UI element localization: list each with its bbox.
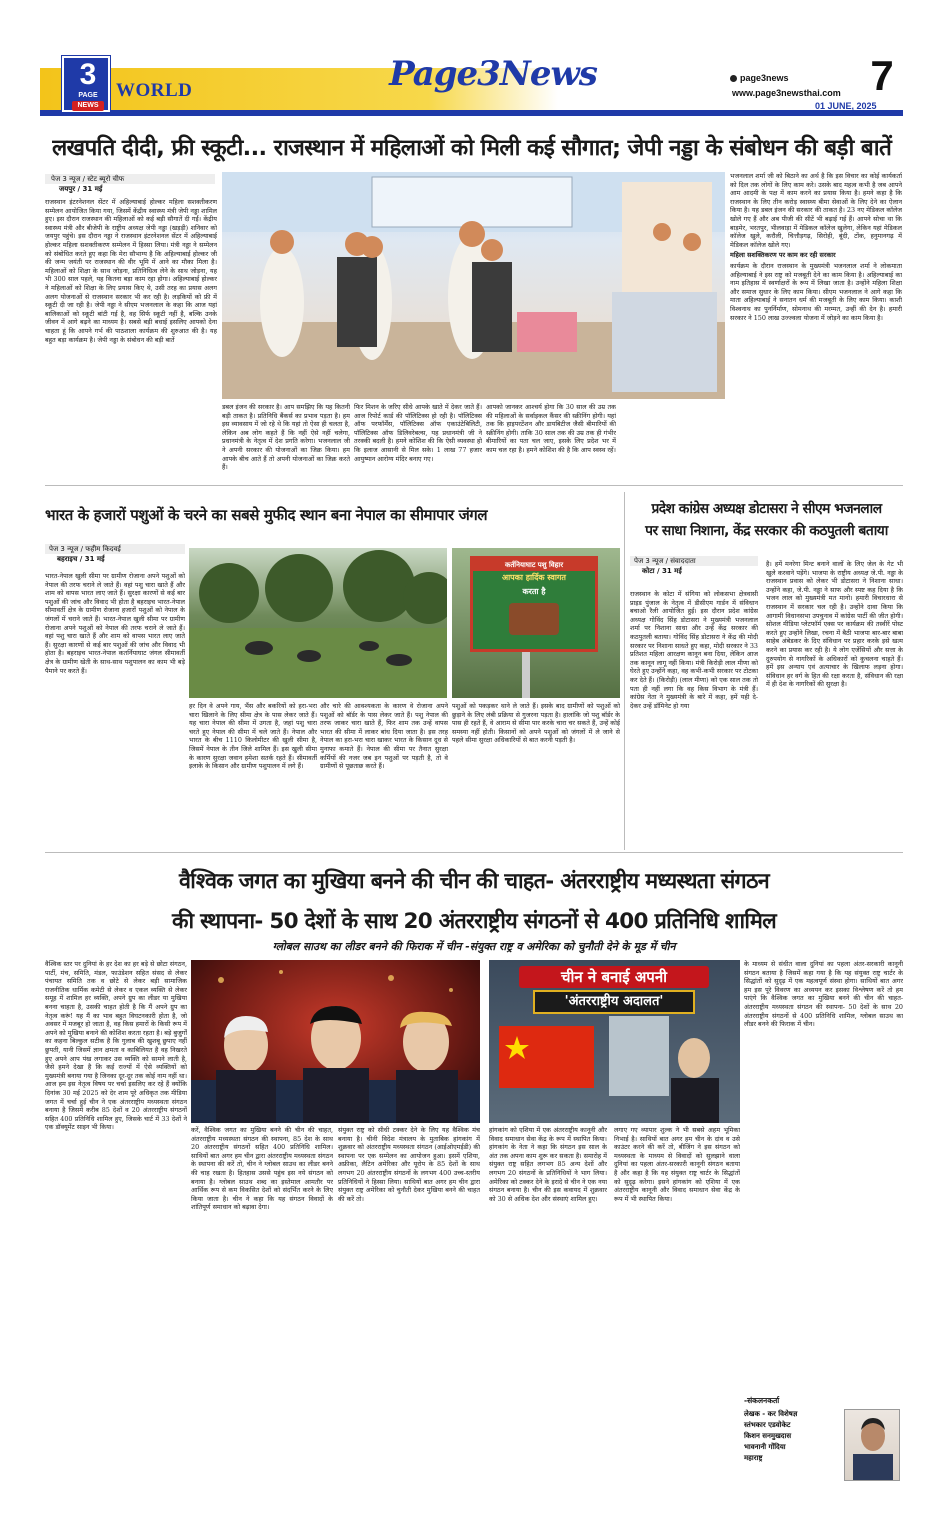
author-box [744, 1395, 903, 1510]
sign-post [522, 652, 530, 698]
headline-line-1: वैश्विक जगत का मुखिया बनने की चीन की चाहत- अंतरराष्ट्रीय मध्यस्थता संगठन [179, 869, 769, 894]
story2-column-2: हर दिन वे अपने गाय, भैंस और बकरियों को हरा-भरा चारा खिलाने के लिए सीमा क्षेत्र के पास लेकर जाते हैं। यह चारा नेपाल की सीमा में उगता है, जहां पशु चारा चरते हुए नेपाल की सीमा में चले जाते हैं। नेपाल और भारत के बीच 1110 किलोमीटर की खुली सीमा है, जिसमें नेपाल के तीन जिले शामिल हैं। इस खुली सीमा के कारण सुरक्षा जवान हमेशा सतर्क रहते हैं। सीमावर्ती इलाके के किसान और ग्रामीण पशुपालन में लगे हैं। [189, 702, 317, 771]
author-label: -संकलनकर्ता [744, 1396, 780, 1405]
vertical-divider [624, 492, 625, 850]
column-5-text: भजनलाल शर्मा जी को बिठाने का अर्थ है कि इस विचार का कोई कार्यकर्ता को दिल तक लोगों के लिए काम करे। उसके बाद महत्व कभी है जब आपने आम आदमी के पक्ष में काम करने का प्रयास किया है। हमने कहा है कि राजस्थान के लिए तीन करोड़ स्वास्थ्य बीमा सेवाओं के लिए देने का ऐलान किया है। यह डबल इंजन की सरकार की ताकत है। 23 नए मेडिकल कॉलेज खोले गए हैं और अब पीजी की सीटें भी बढ़ाई गई हैं। आपने सोचा था कि बाड़मेर, भरतपुर, भीलवाड़ा में मेडिकल कॉलेज खुलेगा, लेकिन यहां मेडिकल कॉलेज खुले, करौली, चित्तौड़गढ़, सिरोही, बूंदी, टोंक, हनुमानगढ़ में मेडिकल कॉलेज खोले गए। [730, 172, 902, 249]
story2-column-4: पशुओं को पकड़कर थाने ले जाते हैं। इसके बाद ग्रामीणों को पशुओं को छुड़ाने के लिए लंबी प्रक्रिया से गुजरना पड़ता है। हालांकि जो पशु बॉर्डर के पास ही रहते हैं, वे आराम से सीमा पार करके चारा चर सकते हैं, उन्हें कोई समस्या नहीं होती। किसानों को अपने पशुओं को जंगलों में ले जाने से पहले सीमा सुरक्षा अधिकारियों से बात करनी पड़ती है। [452, 702, 620, 745]
story2-byline [45, 544, 185, 564]
byline-text: पेज 3 न्यूज / संवाददाता [630, 556, 758, 566]
edition-date: 01 JUNE, 2025 [815, 101, 877, 111]
author-line-2: स्तंभकार एडवोकेट [744, 1421, 791, 1429]
dateline: जयपुर / 31 मई [59, 185, 103, 193]
divider-2 [45, 852, 903, 853]
story3-headline[interactable] [630, 498, 903, 542]
sign-line-3: करता है [522, 587, 546, 596]
author-line-1: लेखक - कर विशेषज्ञ [744, 1410, 798, 1418]
newspaper-title[interactable]: Page3News [389, 54, 597, 94]
story2-cattle-photo [189, 548, 447, 698]
story4-column-1: वैश्विक स्तर पर दुनियां के हर देश का हर बड़े से छोटा संगठन, पार्टी, मंच, समिति, मंडल, फाउंडेशन सहित संसद से लेकर पंचायत समिति तक व छोटे से लेकर बड़ी सामाजिक राजनीतिक धार्मिक कमेटी से लेकर व एकल व्यक्ति से लेकर समूह में शामिल हर व्यक्ति, अपने ग्रुप का लीडर या मुखिया बनना चाहता है, उसकी चाहत होती है कि मैं अपने ग्रुप का नेतृत्व करूं! यह मैं का भाव बहुत विघटनकारी होता है, जो अवसर में मजबूर हो जाता है, वह किस हमारों के किसी रूप में अपने को मुखिया बनाने की कोशिश करता रहता है। बड़े बुजुर्गों का कहना बिल्कुल सटीक है कि गुलाब की खुशबू छुपाए नहीं छुपती, यानी जिसमें ज्ञान क्षमता व काबिलियत है वह निखरते हुए अपने आप पंख लगाकर उस व्यक्ति को सामने लाती है, जैसे हमने देखा है कि कई राज्यों में ऐसे व्यक्तियों को मुख्यमंत्री बनाया गया है जिनका दूर-दूर तक कोई नाम नहीं था। आज हम इस नेतृत्व विषय पर चर्चा इसलिए कर रहे हैं क्योंकि दिनांक 30 मई 2025 को देर शाम पूरे अधिकृत तक मीडिया जगत में चर्चा हुई चीन ने एक अंतरराष्ट्रीय मध्यस्थता संगठन बनाया है जिसमें करीब 85 देशों व 20 अंतरराष्ट्रीय संगठनों सहित 400 प्रतिनिधि शामिल हुए, जिसके चार्ट में 33 देशों ने एक डॉक्यूमेंट साइन भी किया। [45, 960, 187, 1132]
sign-line-1: कर्तनियाघाट पशु विहार [473, 559, 595, 571]
dateline: कोटा / 31 मई [642, 567, 682, 575]
headline-line-2: पर साधा निशाना, केंद्र सरकार की कठपुतली बताया [645, 523, 888, 539]
page3-logo[interactable] [62, 56, 110, 112]
social-handle[interactable] [730, 72, 789, 84]
story1-byline [45, 174, 215, 194]
author-line-5: महाराष्ट्र [744, 1454, 763, 1462]
graphic-title-line-1: चीन ने बनाई अपनी [519, 966, 709, 988]
handle-text: page3news [740, 73, 789, 83]
story1-column-5 [730, 172, 902, 480]
story3-column-2: है। हमें मनरेगा मिन्ट बनाने वालों के लिए जेल के गेट भी खुले करवाने पड़ेंगे। भाजपा के राष्ट्रीय अध्यक्ष जे.पी. नड्डा के राजस्थान प्रवास को लेकर भी डोटासरा ने निशाना साधा। उन्होंने कहा, जे.पी. नड्डा ने साफ और स्पष्ट कह दिया है कि भजन लाल को मुख्यमंत्री मत मानो। हमारी विचारधारा से राजस्थान में सरकार चल रही है। उन्होंने दावा किया कि आगामी विधानसभा उपचुनाव में कांग्रेस पार्टी की जीत होगी। सोशल मीडिया प्लेटफॉर्म एक्स पर कार्यक्रम की तस्वीरें पोस्ट करते हुए उन्होंने लिखा, रचना में बैठी भाजपा बार-बार बाबा साहेब अंबेडकर के दिए संविधान पर प्रहार करके इसे खत्म करने का प्रयास कर रही है। ये लोग एजेंसियों और सत्ता के दुरुपयोग से नागरिकों के अधिकारों को कुचलना चाहते हैं। हमें इस अन्याय एवं अत्याचार के खिलाफ लड़ना होगा। संविधान हर वर्ग के हित की रक्षा करता है, संविधान की रक्षा में ही देश के नागरिकों की सुरक्षा है। [766, 560, 903, 689]
dateline: बहराइच / 31 मई [57, 555, 105, 563]
byline-text: पेज 3 न्यूज / स्टेट ब्यूरो चीफ [45, 174, 215, 184]
social-dot-icon [730, 75, 737, 82]
byline-text: पेज 3 न्यूज / फहीम किदवई [45, 544, 185, 554]
story1-event-photo [222, 172, 725, 399]
sign-emblem [509, 603, 559, 635]
event-stage-illustration [222, 172, 725, 399]
story4-headline[interactable] [45, 862, 903, 942]
story1-column-4: आपको जानकर आश्चर्य होगा कि 30 साल की उम्र तक की महिलाओं के सर्वाइकल कैंसर की स्क्रीनिंग होगी। यहां तक कि हाइपरटेंशन और डायबिटीज जैसी बीमारियों की स्क्रीनिंग होगी। ताकि 30 साल तक की उम्र तक ही गंभीर बीमारियों का पता चल जाए, इसके लिए प्रदेश भर में काम चल रहा है। हमने कोशिश की है कि आप स्वस्थ रहें। [486, 403, 616, 454]
graphic-title-line-2: 'अंतरराष्ट्रीय अदालत' [533, 990, 695, 1014]
column-5b-text: कार्यक्रम के दौरान राजस्थान के मुख्यमंत्री भजनलाल शर्मा ने लोकमाता अहिल्याबाई ने इस राष्ट्र को मजबूती देने का काम किया है। अहिल्याबाई का नाम इतिहास में स्वर्णाक्षरों के रूप में लिखा जाता है। उन्होंने महिला शिक्षा और समाज सुधार के लिए काम किया। सीएम भजनलाल ने आगे कहा कि माता अहिल्याबाई ने सनातन धर्म की मजबूती के लिए काम किया। काशी विश्वनाथ का पुनर्निर्माण, सोमनाथ की मरम्मत, उन्हीं की देन है। हमारी सरकार ने 150 लाख उज्ज्वला योजना में जोड़ने का काम किया है। [730, 261, 902, 322]
story1-subhead: महिला सशक्तिकरण पर काम कर रही सरकार [730, 251, 836, 260]
story1-column-2: डबल इंजन की सरकार है। आप समझिए कि यह कितनी बड़ी ताकत है। प्रतिनिधि बैंकर्स का प्रभाव पड़ता है। हम इस व्यावसाय में जो रहे थे कि यहां तो ऐसा ही चलता है, लेकिन अब लोग कहते हैं कि नहीं ऐसे नहीं चलेगा, प्रधानमंत्री के नेतृत्व में देश प्रगति करेगा। भजनलाल जी ने अपनी सरकार की योजनाओं का जिक्र किया। हम आपके बीच आते हैं तो अपनी योजनाओं का जिक्र करते हैं। [222, 403, 350, 472]
author-details [744, 1409, 839, 1464]
author-line-3: किशन सनमुखदास [744, 1432, 792, 1440]
sign-line-2: आपका हार्दिक स्वागत [502, 573, 566, 582]
story2-column-1: भारत-नेपाल खुली सीमा पर ग्रामीण रोजाना अपने पशुओं को नेपाल की तरफ चराने ले जाते हैं। वहां पशु चारा खाते हैं और शाम को वापस भारत लाए जाते हैं। सुरक्षा कारणों से कई बार पशुओं की जांच और विवाद भी होता है बहराइच भारत-नेपाल सीमावर्ती क्षेत्र के ग्रामीण रोजाना हजारों पशुओं को नेपाल के जंगलों में चराने जाते हैं। भारत-नेपाल खुली सीमा पर ग्रामीण रोजाना अपने पशुओं को नेपाल की तरफ चराने ले जाते हैं। वहां पशु चारा खाते हैं और शाम को वापस भारत लाए जाते हैं। सुरक्षा कारणों से कई बार पशुओं की जांच और विवाद भी होता है। बहराइच भारत-नेपाल कतर्नियाघाट जंगल सीमावर्ती क्षेत्र के ग्रामीण खेती के साथ-साथ पशुपालन का काम भी बड़े पैमाने पर करते हैं। [45, 572, 185, 675]
story4-column-2: करें, वैश्विक जगत का मुखिया बनने की चीन की चाहत, अंतरराष्ट्रीय मध्यस्थता संगठन की स्थापना, 85 देश के साथ 20 अंतरराष्ट्रीय संगठनों सहित 400 प्रतिनिधि शामिल। साथियों बात अगर हम चीन द्वारा अंतरराष्ट्रीय मध्यस्थता संगठन के स्थापना की करें तो, चीन ने ग्लोबल साउथ का लीडर बनने की चाह रखता है। हितहास उससे पहुंच इस नये संगठन को बनाया है। ग्लोबल साउथ शब्द का इस्तेमाल आमतौर पर आर्थिक रूप से कम विकसित देशों को संदर्भित करने के लिए किया जाता है। चीन ने कहा कि यह संगठन विवादों के शांतिपूर्ण समाधान को बढ़ावा देगा। [191, 1126, 333, 1212]
author-photo [844, 1409, 900, 1481]
story2-sign-photo [452, 548, 620, 698]
author-line-4: भावनानी गोंदिया [744, 1443, 786, 1451]
masthead [40, 42, 903, 120]
story4-subhead: ग्लोबल साउथ का लीडर बनने की फिराक में चीन -संयुक्त राष्ट्र व अमेरिका को चुनौती देने के मूड में चीन [272, 940, 676, 953]
masthead-blue-bar [40, 110, 903, 116]
section-label: WORLD [116, 80, 193, 101]
logo-news-tag: NEWS [72, 101, 104, 111]
story4-column-5: लगाए गए व्यापार शुल्क ने भी सबसे अहम भूमिका निभाई है। साथियों बात अगर हम चीन के दांव व उसे काउंटर करने की करें तो, बीजिंग ने इस संगठन को मध्यस्थता के माध्यम से विवादों को सुलझाने वाला दुनियां का पहला अंतर-सरकारी कानूनी संगठन बताया है और कहा है कि यह संयुक्त राष्ट्र चार्टर के सिद्धांतों को सुदृढ़ करेगा। इसने हांगकांग को एशिया में एक अंतरराष्ट्रीय कानूनी और विवाद समाधान सेवा केंद्र के रूप में भी स्थापित किया। [614, 1126, 740, 1203]
cattle-grazing-illustration [189, 548, 447, 698]
story3-column-1: राजस्थान के कोटा में संगिया को लोकसभा क्षेत्रवासी प्राइड पुंजाल के नेतृत्व में डीसीएम गार्डन में संविधान बचाओ रैली आयोजित हुई। इस दौरान प्रदेश कांग्रेस अध्यक्ष गोविंद सिंह डोटासरा ने मुख्यमंत्री भजनलाल शर्मा पर निशाना साधा और उन्हें केंद्र सरकार की कठपुतली बताया। गोविंद सिंह डोटासरा ने केंद्र की मोदी सरकार पर निशाना साधते हुए कहा, मोदी सरकार ने 33 प्रतिशत महिला आरक्षण कानून बना दिया, लेकिन आज तक कानून लागू नहीं किया। मंत्री किरोड़ी लाल मीणा को घेरते हुए उन्होंने कहा, वह कभी-कभी सरकार पर टोटका कर देते हैं। (किरोड़ी) (लाल मीणा) को एक साल तक तो पता ही नहीं लगा कि वह किस विभाग के मंत्री हैं। कांग्रेस नेता ने मुख्यमंत्री के बारे में कहा, हमें यही दे-देकर उन्हें डॉमिनेट हो गया [630, 590, 758, 710]
story2-headline[interactable]: भारत के हजारों पशुओं के चरने का सबसे मुफीद स्थान बना नेपाल का सीमापार जंगल [45, 506, 488, 524]
logo-small-text: PAGE [78, 92, 98, 99]
story4-court-graphic [489, 960, 740, 1123]
story3-byline [630, 556, 758, 576]
story4-column-6: के माध्यम से संधीत वाला दुनियां का पहला अंतर-सरकारी कानूनी संगठन बताया है जिसमें कहा गया है कि यह संयुक्त राष्ट्र चार्टर के सिद्धांतों को सुदृढ़ में एक महत्वपूर्ण संस्था होगा। साथियों बात अगर हम इस पूरे विवरण का अध्ययन कर इसका विश्लेषण करें तो हम पाएंगे कि वैश्विक जगत का मुखिया बनने की चीन की चाहत- अंतरराष्ट्रीय मध्यस्थता संगठन की स्थापना- 50 देशों के साथ 20 अंतरराष्ट्रीय संगठनों से 400 प्रतिनिधि शामिल, ग्लोबल साउथ का लीडर बनने की फिराक में चीन। [744, 960, 903, 1029]
story4-column-3: संयुक्त राष्ट्र को सीधी टक्कर देने के लिए यह वैश्विक मंच बनाया है। चीनी विदेश मंत्रालय के मुताबिक हांगकांग में शुक्रवार को अंतरराष्ट्रीय मध्यस्थता संगठन (आईओएमईडी) की स्थापना पर एक सम्मेलन का आयोजन हुआ। इसमें एशिया, अफ्रीका, लैटिन अमेरिका और यूरोप के 85 देशों के साथ लगभग 20 अंतरराष्ट्रीय संगठनों के लगभग 400 उच्च-स्तरीय प्रतिनिधियों ने हिस्सा लिया। साथियों बात अगर हम चीन द्वारा संयुक्त राष्ट्र अमेरिका को चुनौती देकर मुखिया बनने की चाहत की करें तो। [338, 1126, 480, 1203]
divider-1 [45, 485, 903, 486]
story2-column-3: और चारे की आवश्यकता के कारण वे रोजाना अपने पशुओं को बॉर्डर के पास लेकर जाते हैं। पशु नेपाल की तरफ जाकर चारा खाते हैं, फिर शाम तक उन्हें वापस भारत की सीमा में लाकर बांध दिया जाता है। इस तरह नेपाल का हरा-भरा चारा खाकर भारत के किसान दूध से मुनाफा कमाते हैं। नेपाल की सीमा पर तैनात सुरक्षा कर्मियों की नजर जब इन पशुओं पर पड़ती है, तो वे ग्रामीणों से पूछताछ करते हैं। [320, 702, 448, 771]
story1-column-3: फिर मिशन के जरिए सीधे आपके खाते में देकर जाते हैं। आज रिपोर्ट कार्ड की पॉलिटिक्स हो रही है। पॉलिटिक्स ऑफ परफॉर्मेंस, पॉलिटिक्स ऑफ एकाउंटेबिलिटी, पॉलिटिक्स ऑफ डिलिवरेबल्स, यह प्रधानमंत्री जी ने तरक्की बदली है। हमने कोशिश की कि ऐसी व्यवस्था हो कि इलाज आसानी से मिल सके। 1 लाख 77 हजार आयुष्मान आरोग्य मंदिर बनाए गए। [354, 403, 482, 463]
website-url[interactable]: www.page3newsthai.com [732, 88, 841, 98]
author-portrait-icon [845, 1410, 900, 1481]
story1-column-1: राजस्थान इंटरनेशनल सेंटर में अहिल्याबाई होल्कर महिला सशक्तीकरण सम्मेलन आयोजित किया गया, जिसमें केंद्रीय स्वास्थ्य मंत्री जेपी नड्डा शामिल हुए। इस दौरान राजस्थान की महिलाओं को कई बड़ी सौगातें दी गईं। केंद्रीय स्वास्थ्य मंत्री और बीजेपी के राष्ट्रीय अध्यक्ष जेपी नड्डा (खड़ड़ी) शनिवार को जयपुर पहुंचे। इस दौरान नड्डा ने राजस्थान इंटरनेशनल सेंटर में अहिल्याबाई होल्कर महिला सशक्तीकरण सम्मेलन में हिस्सा लिया। मंत्री नड्डा ने सम्मेलन को संबोधित करते हुए कहा कि मेरा सौभाग्य है कि अहिल्याबाई होल्कर जी की जन्म जयंती पर राजस्थान की वीर भूमि में आने का मौका मिला है। महिलाओं को शिक्षा के साथ जोड़ना, प्रतिनिधित्व लेने के साथ जोड़ना, यह भी 300 साल पहले, यह कितना बड़ा काम रहा होगा। अहिल्याबाई होल्कर ने महिलाओं को शिक्षा के लिए प्रयास किए थे, उसी तरह का प्रयास अलग अलग योजनाओं से राजस्थान सरकार भी कर रही है। लड़कियों को फ्री में स्कूटी दी जा रही है। जेपी नड्डा ने सीएम भजनलाल के कहा कि आज यहां बालिकाओं को स्कूटी बांटी गई है, वह सिर्फ स्कूटी नहीं है, बल्कि उनके जीवन में आगे बढ़ने का माध्यम है। सबसे बड़ी बधाई इसलिए आपको देना चाहता हूं कि आपने गर्भ की पाठशाला कार्यक्रम की शुरुआत की है। यह बहुत बड़ा कार्यक्रम है। जेपी नड्डा के संबोधन की बड़ी बातें [45, 198, 217, 344]
story4-leaders-photo [191, 960, 480, 1123]
headline-line-2: की स्थापना- 50 देशों के साथ 20 अंतरराष्ट्रीय संगठनों से 400 प्रतिनिधि शामिल [172, 909, 776, 934]
logo-number: 3 [79, 58, 97, 91]
page-number: 7 [870, 52, 894, 99]
story4-column-4: हांगकांग को एशिया में एक अंतरराष्ट्रीय कानूनी और विवाद समाधान सेवा केंद्र के रूप में स्थापित किया। हांगकांग के नेता ने कहा कि संगठन इस साल के अंत तक अपना काम शुरू कर सकता है। समारोह में संयुक्त राष्ट्र सहित लगभग 85 अन्य देशों और लगभग 20 संगठनों के प्रतिनिधियों ने भाग लिया। अमेरिका को टक्कर देने के इरादे से चीन ने एक नया संगठन बनाया है। चीन की इस कवायद में शुक्रवार को 30 से अधिक देश और संस्थाएं शामिल हुए। [489, 1126, 607, 1203]
headline-line-1: प्रदेश कांग्रेस अध्यक्ष डोटासरा ने सीएम भजनलाल [651, 501, 882, 517]
story1-headline[interactable]: लखपति दीदी, फ्री स्कूटी... राजस्थान में महिलाओं को मिली कई सौगात; जेपी नड्डा के संबोधन की बड़ी बातें [52, 135, 892, 161]
forest-sign-board [470, 556, 598, 652]
world-leaders-illustration [191, 960, 480, 1123]
flag-and-official-illustration [489, 1016, 740, 1123]
